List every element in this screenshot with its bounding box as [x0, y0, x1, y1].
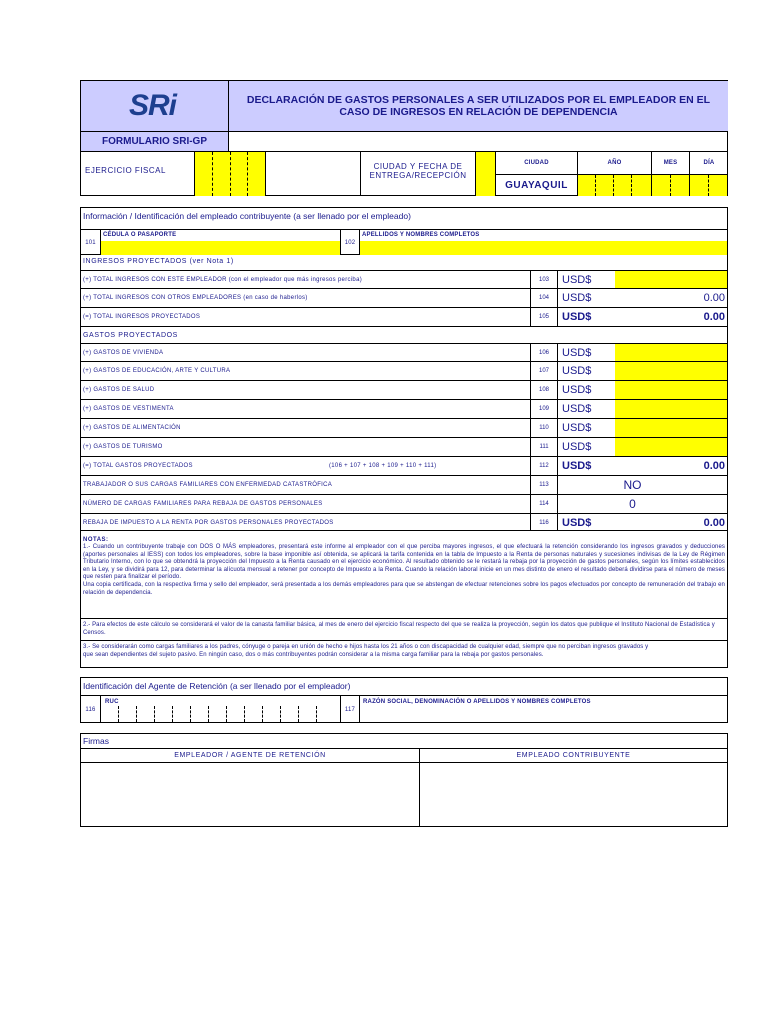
- ingreso-row-105: [81, 308, 727, 327]
- enfermedad-label: TRABAJADOR O SUS CARGAS FAMILIARES CON ENFERMEDAD CATASTRÓFICA: [83, 482, 333, 488]
- notas-title: NOTAS:: [83, 537, 109, 543]
- currency-105: USD$: [562, 311, 592, 323]
- col-anio: AÑO: [578, 152, 652, 174]
- ciudad-fecha-label-1: CIUDAD Y FECHA DE: [373, 162, 463, 171]
- ruc-digit[interactable]: [317, 706, 335, 722]
- gasto-row-109: [81, 400, 727, 419]
- code-108: 108: [530, 381, 558, 399]
- title-box: [229, 81, 728, 131]
- ruc-digit[interactable]: [281, 706, 299, 722]
- anio-digit-3[interactable]: [614, 175, 632, 196]
- firmas-title: Firmas: [83, 736, 109, 746]
- ruc-digit[interactable]: [245, 706, 263, 722]
- code-103: 103: [530, 271, 558, 288]
- gasto-label-109: (+) GASTOS DE VESTIMENTA: [83, 406, 174, 412]
- cedula-input[interactable]: [101, 241, 340, 255]
- code-110: 110: [530, 419, 558, 437]
- empleador-label: EMPLEADOR / AGENTE DE RETENCIÓN: [81, 749, 420, 762]
- firma-empleador-box[interactable]: [81, 763, 420, 826]
- logo-box: [81, 81, 229, 131]
- firmas-head: [81, 748, 727, 763]
- currency-110: USD$: [562, 422, 592, 434]
- firma-empleado-box[interactable]: [420, 763, 727, 826]
- ruc-digit[interactable]: [101, 706, 119, 722]
- info-title: Información / Identificación del empleado contribuyente (a ser llenado por el empleado): [83, 211, 411, 221]
- code-116: 116: [530, 514, 558, 531]
- currency-107: USD$: [562, 365, 592, 377]
- input-108[interactable]: [615, 381, 727, 399]
- id-row: [81, 229, 727, 255]
- cargas-row: [81, 495, 727, 514]
- ciudad-fecha-box: [360, 152, 476, 196]
- agente-section: [80, 677, 728, 723]
- fecha-table: [496, 152, 728, 196]
- dia-digit-2[interactable]: [709, 175, 727, 196]
- page-subtitle: CASO DE INGRESOS EN RELACIÓN DE DEPENDENCIA: [339, 106, 618, 118]
- ingreso-row-103: [81, 270, 727, 289]
- code-106: 106: [530, 344, 558, 361]
- ruc-digit[interactable]: [173, 706, 191, 722]
- form-header: [80, 80, 728, 196]
- firmas-section: [80, 733, 728, 827]
- total-105: 0.00: [703, 311, 725, 323]
- input-104[interactable]: 0.00: [703, 292, 725, 304]
- col-mes: MES: [652, 152, 690, 174]
- gasto-label-106: (+) GASTOS DE VIVIENDA: [83, 349, 164, 356]
- code-105: 105: [530, 308, 558, 326]
- page-title: DECLARACIÓN DE GASTOS PERSONALES A SER UTILIZADOS POR EL EMPLEADOR EN EL: [246, 94, 711, 106]
- cedula-label: CÉDULA O PASAPORTE: [103, 232, 177, 238]
- currency-111: USD$: [562, 441, 592, 453]
- gasto-label-108: (+) GASTOS DE SALUD: [83, 387, 155, 393]
- gasto-row-107: [81, 362, 727, 381]
- code-102: 102: [340, 230, 360, 255]
- code-116-agente: 116: [81, 696, 101, 723]
- gasto-total-label: (=) TOTAL GASTOS PROYECTADOS: [83, 463, 193, 469]
- cargas-input[interactable]: 0: [629, 497, 636, 511]
- anio-boxes[interactable]: [578, 174, 652, 196]
- input-109[interactable]: [615, 400, 727, 418]
- ciudad-marker: [476, 152, 496, 196]
- ruc-digit[interactable]: [137, 706, 155, 722]
- gasto-row-108: [81, 381, 727, 400]
- rebaja-label: REBAJA DE IMPUESTO A LA RENTA POR GASTOS PERSONALES PROYECTADOS: [83, 519, 334, 526]
- nota-1b: Una copia certificada, con la respectiva firma y sello del empleador, será presentada a los demás empleadores para que se abstengan de efectuar retenciones sobre los pagos efectuados por concepto de remuneración del trabajo en relación de dependencia.: [83, 581, 725, 596]
- gasto-label-107: (+) GASTOS DE EDUCACIÓN, ARTE Y CULTURA: [83, 368, 231, 374]
- currency-112: USD$: [562, 460, 592, 472]
- input-106[interactable]: [615, 344, 727, 361]
- ingreso-label-103: (+) TOTAL INGRESOS CON ESTE EMPLEADOR (con el empleador que más ingresos perciba): [83, 276, 363, 283]
- ruc-digit[interactable]: [209, 706, 227, 722]
- input-111[interactable]: [615, 438, 727, 456]
- agente-row: [81, 695, 727, 722]
- dia-boxes[interactable]: [690, 174, 728, 196]
- gasto-total-formula: (106 + 107 + 108 + 109 + 110 + 111): [329, 463, 437, 469]
- input-110[interactable]: [615, 419, 727, 437]
- empleado-label: EMPLEADO CONTRIBUYENTE: [516, 752, 631, 759]
- ruc-digit[interactable]: [191, 706, 209, 722]
- ruc-digit[interactable]: [155, 706, 173, 722]
- gasto-row-111: [81, 438, 727, 457]
- code-117: 117: [340, 696, 360, 723]
- ejercicio-row: [81, 151, 728, 196]
- gasto-row-110: [81, 419, 727, 438]
- ingresos-section-title: INGRESOS PROYECTADOS (ver Nota 1): [83, 258, 234, 265]
- anio-digit-4[interactable]: [632, 175, 651, 196]
- ruc-digit[interactable]: [119, 706, 137, 722]
- gasto-label-110: (+) GASTOS DE ALIMENTACIÓN: [83, 425, 181, 431]
- cargas-label: NÚMERO DE CARGAS FAMILIARES PARA REBAJA DE GASTOS PERSONALES: [83, 501, 323, 507]
- ejercicio-year-boxes[interactable]: [194, 152, 266, 196]
- year-digit-3[interactable]: [231, 152, 249, 196]
- currency-108: USD$: [562, 384, 592, 396]
- razon-social-label: RAZÓN SOCIAL, DENOMINACIÓN O APELLIDOS Y NOMBRES COMPLETOS: [363, 699, 591, 705]
- anio-digit-1[interactable]: [578, 175, 596, 196]
- code-107: 107: [530, 362, 558, 380]
- code-113: 113: [530, 476, 558, 494]
- ruc-input[interactable]: [101, 706, 340, 722]
- gastos-section-title: GASTOS PROYECTADOS: [83, 332, 178, 339]
- total-112: 0.00: [703, 460, 725, 472]
- code-111: 111: [530, 438, 558, 456]
- employee-section: [80, 207, 728, 531]
- mes-boxes[interactable]: [652, 174, 690, 196]
- year-digit-4[interactable]: [248, 152, 265, 196]
- input-107[interactable]: [615, 362, 727, 380]
- title-spacer: [229, 131, 728, 151]
- nota-3: 3.- Se considerarán como cargas familiares a los padres, cónyuge o pareja en unión de hecho e hijos hasta los 21 años o con discapacidad de cualquier edad, siempre que no perciban ingresos gravados y: [83, 644, 649, 650]
- mes-digit-1[interactable]: [652, 175, 671, 196]
- code-112: 112: [530, 457, 558, 475]
- ejercicio-label: EJERCICIO FISCAL: [85, 166, 166, 175]
- input-103[interactable]: [615, 271, 727, 288]
- code-109: 109: [530, 400, 558, 418]
- code-114: 114: [530, 495, 558, 513]
- agente-title: Identificación del Agente de Retención (a ser llenado por el empleador): [83, 681, 351, 691]
- enfermedad-select[interactable]: NO: [623, 478, 642, 492]
- gasto-total-row: [81, 457, 727, 476]
- enfermedad-row: [81, 476, 727, 495]
- gasto-row-106: [81, 343, 727, 362]
- code-104: 104: [530, 289, 558, 307]
- ciudad-fecha-label-2: ENTREGA/RECEPCIÓN: [369, 171, 467, 180]
- razon-social-input[interactable]: [360, 706, 727, 722]
- apellidos-input[interactable]: [360, 241, 727, 255]
- year-digit-2[interactable]: [213, 152, 231, 196]
- sri-logo: SRi: [129, 89, 177, 122]
- rebaja-row: [81, 514, 727, 531]
- currency-116: USD$: [562, 516, 592, 529]
- nota-3-box: [80, 640, 728, 668]
- gasto-label-111: (+) GASTOS DE TURISMO: [83, 444, 163, 450]
- year-digit-1[interactable]: [195, 152, 213, 196]
- currency-109: USD$: [562, 403, 592, 415]
- dia-digit-1[interactable]: [690, 175, 709, 196]
- nota-2: 2.- Para efectos de este cálculo se considerará el valor de la canasta familiar básica, al mes de enero del ejercicio fiscal respecto del que se realiza la proyección, según los datos que publique el Instituto Nacional de Estadística y Censos.: [83, 622, 715, 636]
- nota-3b: que sean dependientes del sujeto pasivo. En ningún caso, dos o más contribuyentes podrán considerar a la misma carga familiar para la rebaja por gastos personales.: [83, 651, 544, 658]
- total-116: 0.00: [703, 516, 725, 529]
- nota-2-box: [80, 618, 728, 640]
- ruc-digit[interactable]: [263, 706, 281, 722]
- ingreso-label-104: (+) TOTAL INGRESOS CON OTROS EMPLEADORES (en caso de haberlos): [83, 295, 308, 301]
- mes-digit-2[interactable]: [671, 175, 689, 196]
- form-name: FORMULARIO SRI-GP: [81, 131, 229, 151]
- currency-106: USD$: [562, 346, 592, 359]
- code-101: 101: [81, 230, 101, 255]
- nota-1: 1.- Cuando un contribuyente trabaje con DOS O MÁS empleadores, presentará este informe al empleador con el que perciba mayores ingresos, el que efectuará la retención considerando los ingresos gravados y deducciones (aportes personales al IESS) con todos los empleadores, sobre la base imponible así obtenida, se aplicará la tarifa contenida en la tabla de Impuesto a la Renta de personas naturales y sucesiones indivisas de la Ley de Régimen Tributario Interno, con lo que se obtendrá la proyección del Impuesto a la Renta causado en el ejercicio económico. Al resultado obtenido se le restará la rebaja por la proyección de gastos personales, según los límites establecidos en la Ley, y se dividirá para 12, para determinar la alícuota mensual a retener por concepto de Impuesto a la Renta. Cuando la relación laboral inicie en un mes distinto de enero el resultado deberá dividirse para el número de meses que resten para finalizar el período.: [83, 544, 725, 581]
- ruc-label: RUC: [105, 699, 119, 705]
- currency-103: USD$: [562, 273, 592, 286]
- ruc-digit[interactable]: [227, 706, 245, 722]
- col-dia: DÍA: [703, 160, 715, 166]
- col-ciudad: CIUDAD: [496, 152, 578, 174]
- anio-digit-2[interactable]: [596, 175, 614, 196]
- ruc-digit[interactable]: [299, 706, 317, 722]
- ingreso-row-104: [81, 289, 727, 308]
- ciudad-value[interactable]: GUAYAQUIL: [496, 174, 578, 196]
- currency-104: USD$: [562, 292, 592, 304]
- ingreso-label-105: (=) TOTAL INGRESOS PROYECTADOS: [83, 314, 201, 320]
- apellidos-label: APELLIDOS Y NOMBRES COMPLETOS: [362, 232, 480, 238]
